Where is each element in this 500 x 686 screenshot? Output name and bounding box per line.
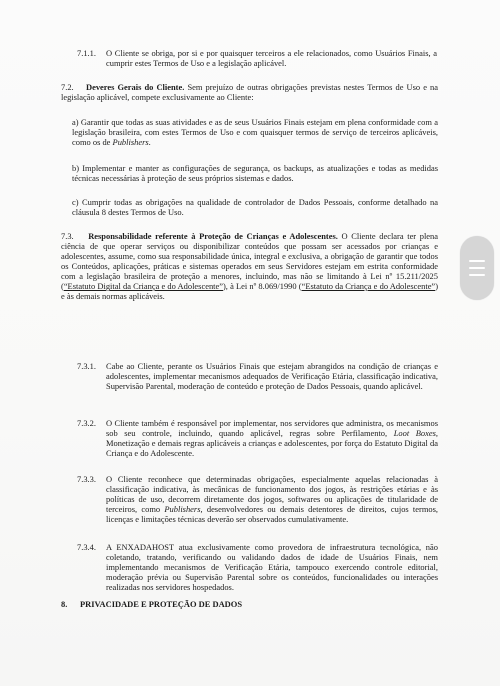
hamburger-icon xyxy=(469,260,485,262)
italic-term: Loot Boxes xyxy=(393,428,436,439)
clause-text: , Monetização e demais regras aplicáveis a crianças e adolescentes, por força do Estatuto Digital da Criança e do Adolescente. xyxy=(106,428,438,459)
clause-text: A ENXADAHOST atua exclusivamente como provedora de infraestrutura tecnológica, não coletando, tratando, verificando ou validando dados de idade de Usuários Finais, nem implementando mecanismos de Verificação Etária, tampouco exercendo controle editorial, moderação prévia ou Supervisão Parental sobre os conteúdos, funcionalidades ou interações realizadas nos servidores hospedados. xyxy=(106,542,438,593)
list-item-a: a) Garantir que todas as suas atividades e as de seus Usuários Finais estejam em plena conformidade com a legislação brasileira, com estes Termos de Uso e com quaisquer termos de serviço de terceiros aplicáveis, como os de Publishers. xyxy=(72,117,438,148)
clause-text: ), à Lei nº 8.069/1990 ( xyxy=(223,281,302,292)
clause-number: 7.1.1. xyxy=(77,48,96,58)
list-item-c xyxy=(72,197,438,217)
clause-7-3-3 xyxy=(106,474,438,524)
hamburger-icon-line xyxy=(469,267,485,269)
clause-text: Cabe ao Cliente, perante os Usuários Finais que estejam abrangidos na condição de crianças e adolescentes, implementar mecanismos adequados de Verificação Etária, classificação indicativa, Supervisão Parental, moderação de conteúdo e proteção de Dados Pessoais, quando aplicável. xyxy=(106,361,438,392)
clause-number: 7.3.2. xyxy=(77,418,96,428)
clause-number: 7.3. xyxy=(61,231,74,241)
italic-term: Publishers xyxy=(112,137,149,148)
clause-heading: Deveres Gerais do Cliente. xyxy=(85,82,185,92)
law-reference-link[interactable]: “Estatuto da Criança e do Adolescente” xyxy=(301,281,436,292)
clause-text: ) e às demais normas aplicáveis. xyxy=(61,281,438,302)
clause-7-2 xyxy=(61,82,438,102)
clause-number: 7.3.3. xyxy=(77,474,96,484)
clause-number: 7.3.4. xyxy=(77,542,96,552)
scroll-handle[interactable] xyxy=(460,236,494,300)
italic-term: Publishers xyxy=(164,504,201,515)
clause-text: O Cliente declara ter plena ciência de que operar serviços ou disponibilizar conteúdos que possam ser acessados por crianças e adolescentes, assume, como sua responsabilidade única, integral e exclusiva, a obrigação de garantir que todos os Conteúdos, aplicações, práticas e sistemas operados em seus Servidores estejam em estrita conformidade com a legislação brasileira de proteção a menores, incluindo, mas não se limitando à Lei nº 15.211/2025 ( xyxy=(61,231,439,292)
clause-7-3-2 xyxy=(106,418,438,458)
clause-7-3-4 xyxy=(106,542,438,592)
clause-number: 7.2. xyxy=(61,82,74,92)
section-title: PRIVACIDADE E PROTEÇÃO DE DADOS xyxy=(79,599,243,609)
clause-text: Sem prejuízo de outras obrigações previstas nestes Termos de Uso e na legislação aplicável, compete exclusivamente ao Cliente: xyxy=(61,82,439,103)
list-item-text: c) Cumprir todas as obrigações na qualidade de controlador de Dados Pessoais, conforme detalhado na cláusula 8 destes Termos de Uso. xyxy=(72,197,438,218)
clause-text: O Cliente se obriga, por si e por quaisquer terceiros a ele relacionados, como Usuários Finais, a cumprir estes Termos de Uso e a legislação aplicável. xyxy=(106,48,437,69)
law-reference-link[interactable]: “Estatuto Digital da Criança e do Adolescente” xyxy=(63,281,223,292)
clause-text: O Cliente também é responsável por implementar, nos servidores que administra, os mecanismos sob seu controle, incluindo, quando aplicável, regras sobre Perfilamento, xyxy=(106,418,438,439)
list-item-text: a) Garantir que todas as suas atividades e as de seus Usuários Finais estejam em plena conformidade com a legislação brasileira, com estes Termos de Uso e com quaisquer termos de serviço de terceiros aplicáveis, como os de xyxy=(72,117,438,148)
section-8-heading xyxy=(61,599,438,609)
clause-number: 7.3.1. xyxy=(77,361,96,371)
clause-heading: Responsabilidade referente à Proteção de Crianças e Adolescentes. xyxy=(88,231,338,241)
clause-text: O Cliente reconhece que determinadas obrigações, especialmente aquelas relacionadas à classificação indicativa, às mecânicas de funcionamento dos jogos, às restrições etárias e às políticas de uso, decorrem diretamente dos jogos, softwares ou aplicações de titularidade de terceiros, como xyxy=(106,474,438,515)
list-item-text: b) Implementar e manter as configurações de segurança, os backups, as atualizações e todas as medidas técnicas necessárias à proteção de seus próprios sistemas e dados. xyxy=(72,163,438,184)
clause-text: , desenvolvedores ou demais detentores de direitos, cujos termos, licenças e limitações técnicas deverão ser observados cumulativamente. xyxy=(106,504,439,525)
hamburger-icon-line xyxy=(469,274,485,276)
section-number: 8. xyxy=(61,599,68,609)
clause-7-1-1 xyxy=(106,48,437,68)
list-item-b xyxy=(72,163,438,183)
clause-7-3-1 xyxy=(106,361,438,391)
clause-7-3 xyxy=(61,231,438,301)
